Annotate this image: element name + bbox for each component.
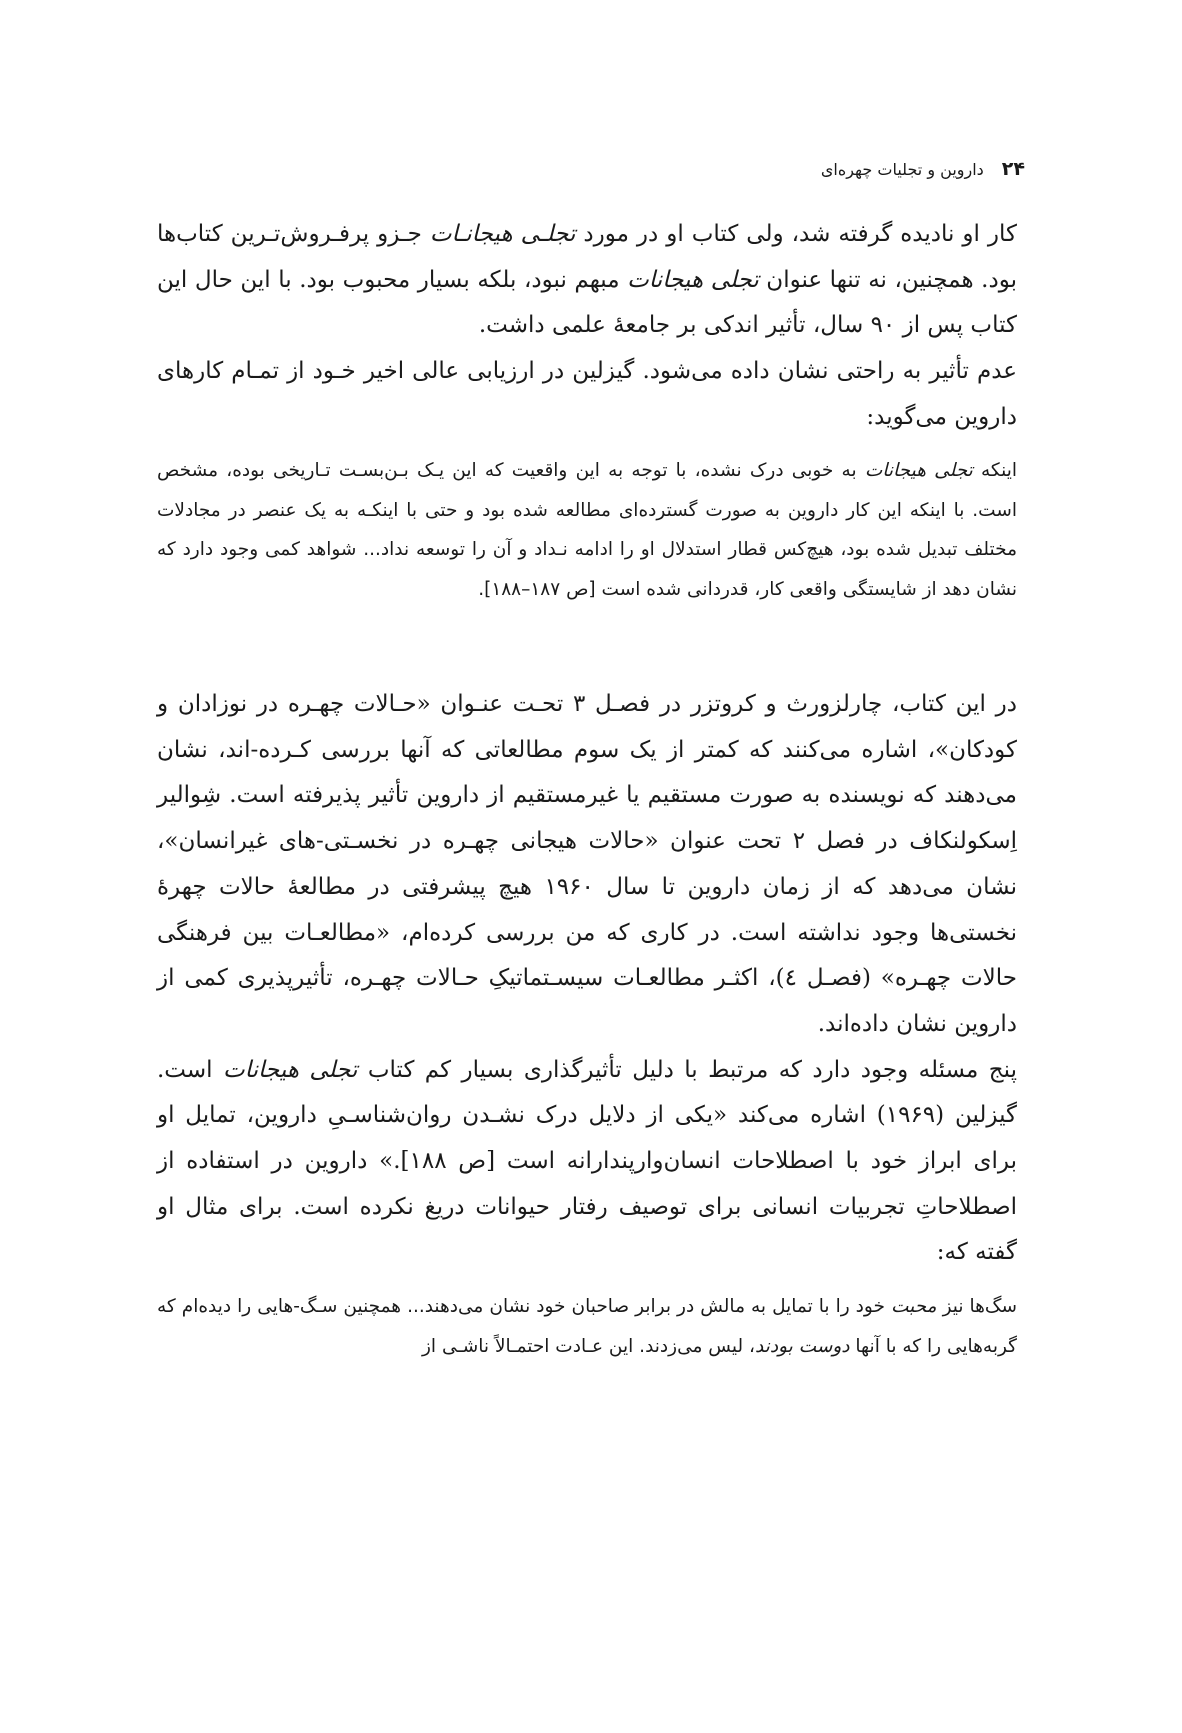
- block-quote-1: [157, 451, 1017, 609]
- paragraph-1-text: مبهم نبود، بلکه بسیار محبوب بود. با این حال این کتاب پس از ۹۰ سال، تأثیر اندکی بر جامعهٔ علمی داشت.: [157, 266, 1017, 339]
- running-header: [821, 158, 1025, 180]
- body-block-2: [157, 682, 1017, 1276]
- page-number: ۲۴: [1001, 158, 1025, 180]
- block-quote-2: [157, 1287, 1017, 1366]
- book-title-italic: تجلی هیجانات: [864, 460, 973, 481]
- emphasis-italic: محبت: [890, 1296, 937, 1317]
- quote-2-span: سگ‌ها نیز: [936, 1296, 1017, 1317]
- paragraph-3: در این کتاب، چارلزورث و کروتزر در فصـل ۳ تحـت عنـوان «حـالات چهـره در نوزادان و کودکان»، اشاره می‌کنند که کمتر از یک سوم مطالعاتی که آنها بررسی کـرده-اند، نشان می‌دهند که نویسنده به صورت مستقیم یا غیرمستقیم از داروین تأثیر پذیرفته است. شِوالیر اِسکولنکاف در فصل ۲ تحت عنوان «حالات هیجانی چهـره در نخسـتی-های غیرانسان»، نشان می‌دهد که از زمان داروین تا سال ۱۹۶۰ هیچ پیشرفتی در مطالعهٔ حالات چهرهٔ نخستی‌ها وجود نداشته است. در کاری که من بررسی کرده‌ام، «مطالعـات بین فرهنگی حالات چهـره» (فصـل ٤)، اکثـر مطالعـات سیسـتماتیکِ حـالات چهـره، تأثیرپذیری کمی از داروین نشان داده‌اند.: [157, 691, 1017, 1037]
- paragraph-1-text: کار او نادیده گرفته شد، ولی کتاب او در مورد: [575, 221, 1017, 247]
- quote-1-span: اینکه: [972, 460, 1017, 481]
- book-title-italic: تجلـی هیجانـات: [429, 221, 576, 247]
- running-title: داروین و تجلیات چهره‌ای: [820, 160, 984, 179]
- quote-1-span: به خوبی درک نشده، با توجه به این واقعیت که این یـک بـن‌بسـت تـاریخی بوده، مشخص است. با اینکه این کار داروین به صورت گسترده‌ای مطالعه شده بود و حتی با اینکـه به یک عنصر در مجادلات مختلف تبدیل شده بود، هیچ‌کس قطار استدلال او را ادامه نـداد و آن را توسعه نداد... شواهد کمی وجود دارد که نشان دهد از شایستگی واقعی کار، قدردانی شده است [ص ۱۸۷–۱۸۸].: [157, 460, 1017, 600]
- quote-2-text: [157, 1287, 1017, 1366]
- quote-2-span: خود را با تمایل به مالش در برابر صاحبان خود نشان می‌دهند... همچنین سـگ-هایی را دیده‌ام که گربه‌هایی را که با آنها: [157, 1296, 1017, 1357]
- body-block-1: [157, 212, 1017, 441]
- paragraph-1: [157, 212, 1017, 349]
- emphasis-italic: دوست بودند: [754, 1335, 850, 1357]
- paragraph-1-text: جـزو پرفـروش‌تـرین کتاب‌ها بود. همچنین، نه تنها عنوان: [157, 221, 1017, 293]
- paragraph-4-text: است. گیزلین (۱۹۶۹) اشاره می‌کند «یکی از دلایل درک نشـدن روان‌شناسـیِ داروین، تمایل او برای ابراز خود با اصطلاحات انسان‌وارپندارانه است [ص ۱۸۸].» داروین در استفاده از اصطلاحاتِ تجربیات انسانی برای توصیف رفتار حیوانات دریغ نکرده است. برای مثال او گفته که:: [157, 1056, 1017, 1266]
- paragraph-2: عدم تأثیر به راحتی نشان داده می‌شود. گیزلین در ارزیابی عالی اخیر خـود از تمـام کارهای داروین می‌گوید:: [157, 358, 1017, 430]
- book-title-italic: تجلی هیجانات: [627, 266, 759, 293]
- paragraph-4: [157, 1048, 1017, 1277]
- book-title-italic: تجلی هیجانات: [222, 1056, 358, 1083]
- paragraph-4-text: پنج مسئله وجود دارد که مرتبط با دلیل تأثیرگذاری بسیار کم کتاب: [357, 1056, 1017, 1083]
- quote-2-span: ، لیس می‌زدند. این عـادت احتمـالاً ناشـی از: [422, 1335, 755, 1357]
- quote-1-text: [157, 451, 1017, 609]
